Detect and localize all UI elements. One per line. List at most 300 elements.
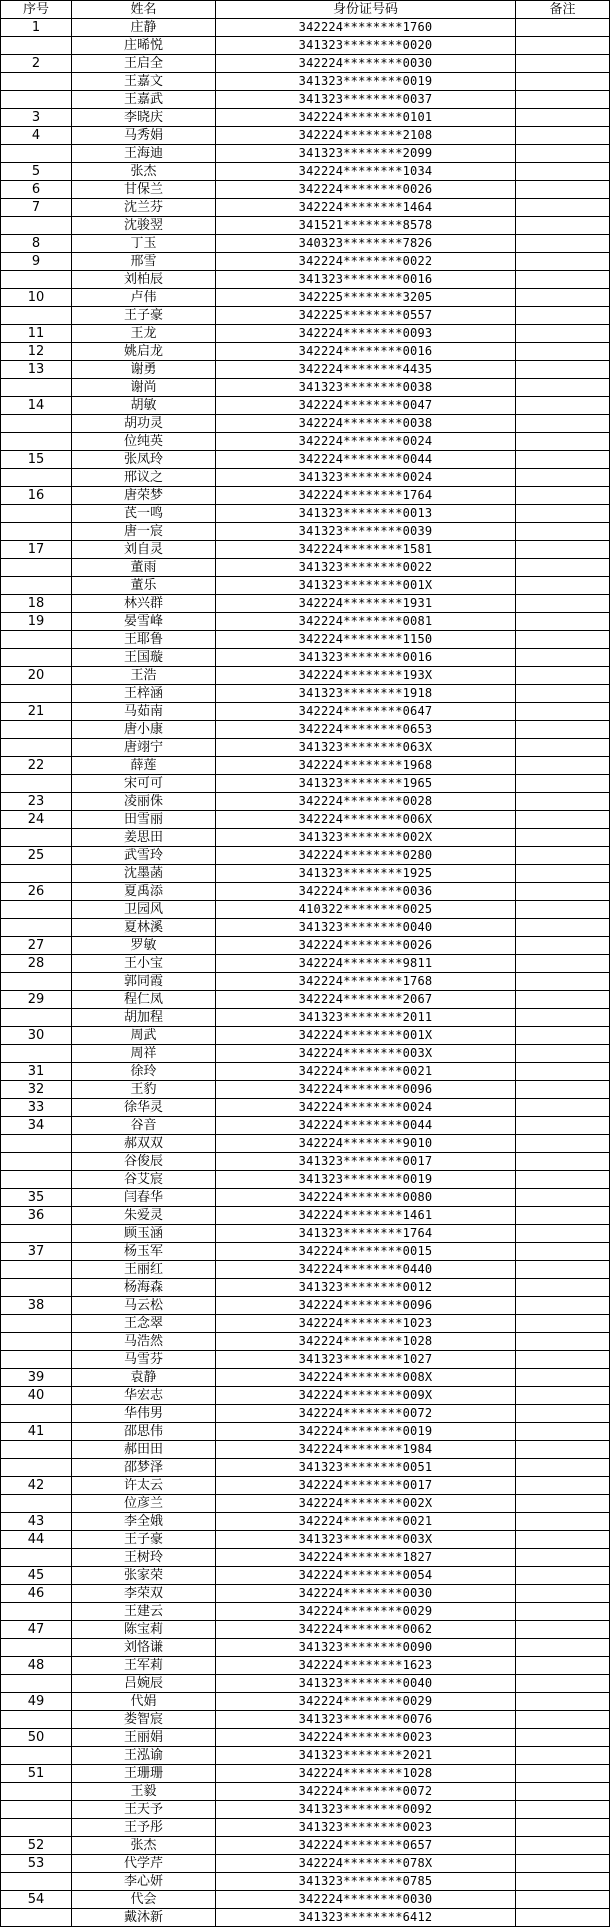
seq-cell xyxy=(1,271,72,289)
table-row xyxy=(1,919,610,937)
note-cell xyxy=(516,1405,610,1423)
table-row xyxy=(1,847,610,865)
note-cell xyxy=(516,271,610,289)
name-cell: 谷艾宸 xyxy=(72,1171,216,1189)
note-cell xyxy=(516,1459,610,1477)
table-row xyxy=(1,397,610,415)
note-cell xyxy=(516,1621,610,1639)
name-cell: 郝双双 xyxy=(72,1135,216,1153)
id-number-cell: 341323********0040 xyxy=(216,1675,516,1693)
table-row xyxy=(1,1477,610,1495)
name-cell: 沈墨菡 xyxy=(72,865,216,883)
id-number-cell: 342224********0044 xyxy=(216,1117,516,1135)
name-cell: 位纯英 xyxy=(72,433,216,451)
name-cell: 马云松 xyxy=(72,1297,216,1315)
id-number-cell: 341323********0022 xyxy=(216,559,516,577)
table-row xyxy=(1,1117,610,1135)
table-row xyxy=(1,163,610,181)
note-cell xyxy=(516,19,610,37)
id-number-cell: 342224********1581 xyxy=(216,541,516,559)
seq-cell: 30 xyxy=(1,1027,72,1045)
id-number-cell: 342224********0047 xyxy=(216,397,516,415)
id-number-cell: 341323********2021 xyxy=(216,1747,516,1765)
id-number-cell: 341521********8578 xyxy=(216,217,516,235)
table-row xyxy=(1,1801,610,1819)
table-row xyxy=(1,1585,610,1603)
seq-cell xyxy=(1,1171,72,1189)
table-row xyxy=(1,955,610,973)
id-number-cell: 341323********0039 xyxy=(216,523,516,541)
name-cell: 邵思伟 xyxy=(72,1423,216,1441)
id-number-cell: 342224********008X xyxy=(216,1369,516,1387)
note-cell xyxy=(516,847,610,865)
note-cell xyxy=(516,865,610,883)
id-number-cell: 341323********0016 xyxy=(216,271,516,289)
note-cell xyxy=(516,109,610,127)
table-row xyxy=(1,1423,610,1441)
name-cell: 马浩然 xyxy=(72,1333,216,1351)
table-row xyxy=(1,19,610,37)
id-number-cell: 341323********1764 xyxy=(216,1225,516,1243)
name-cell: 王小宝 xyxy=(72,955,216,973)
id-number-cell: 341323********001X xyxy=(216,577,516,595)
id-number-cell: 342224********1461 xyxy=(216,1207,516,1225)
id-number-cell: 342224********0030 xyxy=(216,55,516,73)
seq-cell: 10 xyxy=(1,289,72,307)
note-cell xyxy=(516,361,610,379)
id-number-cell: 342224********0017 xyxy=(216,1477,516,1495)
note-cell xyxy=(516,199,610,217)
name-cell: 刘自灵 xyxy=(72,541,216,559)
table-row xyxy=(1,1063,610,1081)
id-number-cell: 341323********0012 xyxy=(216,1279,516,1297)
name-cell: 王子豪 xyxy=(72,307,216,325)
note-cell xyxy=(516,1441,610,1459)
table-row xyxy=(1,1765,610,1783)
id-number-cell: 341323********0013 xyxy=(216,505,516,523)
table-row xyxy=(1,703,610,721)
id-number-cell: 342224********1023 xyxy=(216,1315,516,1333)
id-number-cell: 342224********193X xyxy=(216,667,516,685)
seq-cell xyxy=(1,505,72,523)
note-cell xyxy=(516,523,610,541)
id-number-cell: 341323********0023 xyxy=(216,1819,516,1837)
note-cell xyxy=(516,721,610,739)
note-cell xyxy=(516,379,610,397)
id-number-cell: 341323********2011 xyxy=(216,1009,516,1027)
id-number-cell: 342224********0101 xyxy=(216,109,516,127)
id-number-cell: 341323********003X xyxy=(216,1531,516,1549)
name-cell: 王豹 xyxy=(72,1081,216,1099)
table-row xyxy=(1,1207,610,1225)
note-cell xyxy=(516,253,610,271)
seq-cell xyxy=(1,559,72,577)
name-cell: 顾玉涵 xyxy=(72,1225,216,1243)
name-cell: 王浩 xyxy=(72,667,216,685)
id-number-cell: 342225********3205 xyxy=(216,289,516,307)
note-cell xyxy=(516,1765,610,1783)
id-number-cell: 342224********0657 xyxy=(216,1837,516,1855)
table-row xyxy=(1,1909,610,1927)
name-cell: 晏雪峰 xyxy=(72,613,216,631)
table-row xyxy=(1,1495,610,1513)
seq-cell xyxy=(1,1261,72,1279)
seq-cell: 45 xyxy=(1,1567,72,1585)
name-cell: 王军莉 xyxy=(72,1657,216,1675)
seq-cell xyxy=(1,1009,72,1027)
note-cell xyxy=(516,829,610,847)
id-number-cell: 341323********1925 xyxy=(216,865,516,883)
name-cell: 邢议之 xyxy=(72,469,216,487)
note-cell xyxy=(516,1819,610,1837)
table-row xyxy=(1,559,610,577)
note-cell xyxy=(516,1135,610,1153)
seq-cell xyxy=(1,1639,72,1657)
note-cell xyxy=(516,991,610,1009)
id-number-cell: 341323********2099 xyxy=(216,145,516,163)
id-number-cell: 342224********2067 xyxy=(216,991,516,1009)
id-number-cell: 341323********0076 xyxy=(216,1711,516,1729)
table-row xyxy=(1,361,610,379)
table-row xyxy=(1,1099,610,1117)
note-cell xyxy=(516,397,610,415)
table-row xyxy=(1,145,610,163)
note-cell xyxy=(516,37,610,55)
table-row xyxy=(1,1225,610,1243)
seq-cell xyxy=(1,523,72,541)
seq-cell: 17 xyxy=(1,541,72,559)
id-number-cell: 342224********0021 xyxy=(216,1063,516,1081)
name-cell: 邢雪 xyxy=(72,253,216,271)
table-row xyxy=(1,1297,610,1315)
note-cell xyxy=(516,127,610,145)
header-id-number: 身份证号码 xyxy=(216,1,516,19)
note-cell xyxy=(516,325,610,343)
name-cell: 唐小康 xyxy=(72,721,216,739)
name-cell: 杨玉军 xyxy=(72,1243,216,1261)
note-cell xyxy=(516,1369,610,1387)
name-cell: 王海迪 xyxy=(72,145,216,163)
note-cell xyxy=(516,1531,610,1549)
name-cell: 吕婉辰 xyxy=(72,1675,216,1693)
name-cell: 胡功灵 xyxy=(72,415,216,433)
seq-cell: 23 xyxy=(1,793,72,811)
note-cell xyxy=(516,793,610,811)
id-number-cell: 342224********0054 xyxy=(216,1567,516,1585)
table-row xyxy=(1,649,610,667)
note-cell xyxy=(516,433,610,451)
note-cell xyxy=(516,757,610,775)
seq-cell xyxy=(1,73,72,91)
name-cell: 唐荣梦 xyxy=(72,487,216,505)
id-number-cell: 342224********0080 xyxy=(216,1189,516,1207)
note-cell xyxy=(516,919,610,937)
id-number-cell: 341323********1918 xyxy=(216,685,516,703)
name-cell: 王毅 xyxy=(72,1783,216,1801)
note-cell xyxy=(516,1081,610,1099)
table-row xyxy=(1,73,610,91)
note-cell xyxy=(516,1747,610,1765)
id-number-cell: 342224********1034 xyxy=(216,163,516,181)
name-cell: 娄智宸 xyxy=(72,1711,216,1729)
seq-cell xyxy=(1,1153,72,1171)
table-row xyxy=(1,631,610,649)
name-cell: 闫春华 xyxy=(72,1189,216,1207)
name-cell: 华伟男 xyxy=(72,1405,216,1423)
note-cell xyxy=(516,217,610,235)
id-number-cell: 342224********0026 xyxy=(216,181,516,199)
seq-cell: 35 xyxy=(1,1189,72,1207)
note-cell xyxy=(516,1603,610,1621)
seq-cell: 48 xyxy=(1,1657,72,1675)
table-row xyxy=(1,235,610,253)
id-number-cell: 342224********078X xyxy=(216,1855,516,1873)
seq-cell xyxy=(1,1873,72,1891)
name-cell: 徐华灵 xyxy=(72,1099,216,1117)
seq-cell: 7 xyxy=(1,199,72,217)
seq-cell: 19 xyxy=(1,613,72,631)
note-cell xyxy=(516,1261,610,1279)
seq-cell: 9 xyxy=(1,253,72,271)
seq-cell: 51 xyxy=(1,1765,72,1783)
note-cell xyxy=(516,415,610,433)
table-row xyxy=(1,37,610,55)
id-number-cell: 342224********0024 xyxy=(216,433,516,451)
name-cell: 程仁凤 xyxy=(72,991,216,1009)
note-cell xyxy=(516,1657,610,1675)
table-row xyxy=(1,865,610,883)
name-cell: 王树玲 xyxy=(72,1549,216,1567)
table-row xyxy=(1,595,610,613)
table-row xyxy=(1,1657,610,1675)
name-cell: 董乐 xyxy=(72,577,216,595)
note-cell xyxy=(516,1693,610,1711)
id-number-cell: 342224********0096 xyxy=(216,1297,516,1315)
name-cell: 谷俊辰 xyxy=(72,1153,216,1171)
table-row xyxy=(1,1729,610,1747)
note-cell xyxy=(516,1783,610,1801)
note-cell xyxy=(516,451,610,469)
id-number-cell: 341323********0019 xyxy=(216,1171,516,1189)
seq-cell xyxy=(1,1045,72,1063)
name-cell: 刘柏辰 xyxy=(72,271,216,289)
id-number-cell: 342224********002X xyxy=(216,1495,516,1513)
seq-cell: 29 xyxy=(1,991,72,1009)
seq-cell xyxy=(1,217,72,235)
note-cell xyxy=(516,1711,610,1729)
table-row xyxy=(1,1027,610,1045)
id-number-cell: 341323********063X xyxy=(216,739,516,757)
id-number-cell: 342224********1623 xyxy=(216,1657,516,1675)
id-number-cell: 342224********2108 xyxy=(216,127,516,145)
seq-cell xyxy=(1,1549,72,1567)
seq-cell: 11 xyxy=(1,325,72,343)
id-number-cell: 342224********0030 xyxy=(216,1891,516,1909)
name-cell: 代学芹 xyxy=(72,1855,216,1873)
id-number-cell: 341323********0040 xyxy=(216,919,516,937)
seq-cell: 5 xyxy=(1,163,72,181)
id-number-cell: 342224********1150 xyxy=(216,631,516,649)
seq-cell: 41 xyxy=(1,1423,72,1441)
table-row xyxy=(1,1603,610,1621)
table-row xyxy=(1,379,610,397)
table-row xyxy=(1,1549,610,1567)
note-cell xyxy=(516,1585,610,1603)
table-row xyxy=(1,937,610,955)
name-cell: 张凤玲 xyxy=(72,451,216,469)
table-row xyxy=(1,109,610,127)
name-cell: 陈宝莉 xyxy=(72,1621,216,1639)
table-row xyxy=(1,55,610,73)
note-cell xyxy=(516,1243,610,1261)
seq-cell xyxy=(1,37,72,55)
note-cell xyxy=(516,811,610,829)
note-cell xyxy=(516,1189,610,1207)
seq-cell: 22 xyxy=(1,757,72,775)
name-cell: 王子豪 xyxy=(72,1531,216,1549)
table-row xyxy=(1,469,610,487)
table-row xyxy=(1,811,610,829)
seq-cell xyxy=(1,145,72,163)
table-row xyxy=(1,1693,610,1711)
header-row xyxy=(1,1,610,19)
table-row xyxy=(1,1441,610,1459)
name-cell: 武雪玲 xyxy=(72,847,216,865)
note-cell xyxy=(516,1513,610,1531)
note-cell xyxy=(516,955,610,973)
seq-cell: 31 xyxy=(1,1063,72,1081)
id-number-cell: 342224********1764 xyxy=(216,487,516,505)
seq-cell xyxy=(1,919,72,937)
seq-cell: 8 xyxy=(1,235,72,253)
table-row xyxy=(1,1081,610,1099)
name-cell: 徐玲 xyxy=(72,1063,216,1081)
seq-cell xyxy=(1,469,72,487)
note-cell xyxy=(516,1099,610,1117)
seq-cell: 44 xyxy=(1,1531,72,1549)
name-cell: 位彦兰 xyxy=(72,1495,216,1513)
note-cell xyxy=(516,505,610,523)
note-cell xyxy=(516,1495,610,1513)
seq-cell xyxy=(1,685,72,703)
note-cell xyxy=(516,667,610,685)
id-number-cell: 342224********003X xyxy=(216,1045,516,1063)
table-row xyxy=(1,667,610,685)
note-cell xyxy=(516,1171,610,1189)
id-number-cell: 342224********0038 xyxy=(216,415,516,433)
table-row xyxy=(1,1621,610,1639)
seq-cell xyxy=(1,901,72,919)
seq-cell xyxy=(1,631,72,649)
note-cell xyxy=(516,469,610,487)
seq-cell xyxy=(1,1135,72,1153)
name-cell: 王耶鲁 xyxy=(72,631,216,649)
seq-cell: 33 xyxy=(1,1099,72,1117)
name-cell: 王龙 xyxy=(72,325,216,343)
seq-cell: 1 xyxy=(1,19,72,37)
note-cell xyxy=(516,235,610,253)
table-row xyxy=(1,1567,610,1585)
name-cell: 戴沐新 xyxy=(72,1909,216,1927)
seq-cell: 18 xyxy=(1,595,72,613)
table-row xyxy=(1,1369,610,1387)
seq-cell: 25 xyxy=(1,847,72,865)
name-cell: 沈骏翌 xyxy=(72,217,216,235)
id-number-cell: 342224********0029 xyxy=(216,1693,516,1711)
name-cell: 薛莲 xyxy=(72,757,216,775)
seq-cell: 28 xyxy=(1,955,72,973)
seq-cell: 39 xyxy=(1,1369,72,1387)
name-cell: 唐一宸 xyxy=(72,523,216,541)
table-row xyxy=(1,415,610,433)
id-number-cell: 342224********1464 xyxy=(216,199,516,217)
seq-cell: 32 xyxy=(1,1081,72,1099)
seq-cell xyxy=(1,1711,72,1729)
note-cell xyxy=(516,613,610,631)
note-cell xyxy=(516,73,610,91)
id-number-cell: 341323********0037 xyxy=(216,91,516,109)
table-row xyxy=(1,1351,610,1369)
name-cell: 李全娥 xyxy=(72,1513,216,1531)
seq-cell: 13 xyxy=(1,361,72,379)
seq-cell: 20 xyxy=(1,667,72,685)
table-row xyxy=(1,505,610,523)
table-row xyxy=(1,685,610,703)
name-cell: 李心妍 xyxy=(72,1873,216,1891)
note-cell xyxy=(516,1675,610,1693)
name-cell: 谷音 xyxy=(72,1117,216,1135)
id-number-cell: 342224********1760 xyxy=(216,19,516,37)
note-cell xyxy=(516,577,610,595)
table-row xyxy=(1,1837,610,1855)
note-cell xyxy=(516,1027,610,1045)
name-cell: 李晓庆 xyxy=(72,109,216,127)
note-cell xyxy=(516,145,610,163)
note-cell xyxy=(516,973,610,991)
name-cell: 胡敏 xyxy=(72,397,216,415)
seq-cell xyxy=(1,1801,72,1819)
table-row xyxy=(1,541,610,559)
note-cell xyxy=(516,487,610,505)
note-cell xyxy=(516,1567,610,1585)
note-cell xyxy=(516,631,610,649)
name-cell: 马茹南 xyxy=(72,703,216,721)
id-number-cell: 341323********0785 xyxy=(216,1873,516,1891)
seq-cell: 49 xyxy=(1,1693,72,1711)
name-cell: 胡加程 xyxy=(72,1009,216,1027)
table-row xyxy=(1,91,610,109)
seq-cell: 26 xyxy=(1,883,72,901)
note-cell xyxy=(516,163,610,181)
id-number-cell: 342224********001X xyxy=(216,1027,516,1045)
table-row xyxy=(1,1747,610,1765)
seq-cell xyxy=(1,91,72,109)
note-cell xyxy=(516,1729,610,1747)
seq-cell: 24 xyxy=(1,811,72,829)
note-cell xyxy=(516,1279,610,1297)
seq-cell xyxy=(1,1333,72,1351)
seq-cell: 6 xyxy=(1,181,72,199)
id-number-cell: 342224********1931 xyxy=(216,595,516,613)
id-number-cell: 342224********0023 xyxy=(216,1729,516,1747)
seq-cell: 14 xyxy=(1,397,72,415)
seq-cell xyxy=(1,649,72,667)
name-cell: 王嘉武 xyxy=(72,91,216,109)
name-cell: 许太云 xyxy=(72,1477,216,1495)
table-row xyxy=(1,217,610,235)
id-number-cell: 342224********0062 xyxy=(216,1621,516,1639)
id-number-cell: 342224********4435 xyxy=(216,361,516,379)
